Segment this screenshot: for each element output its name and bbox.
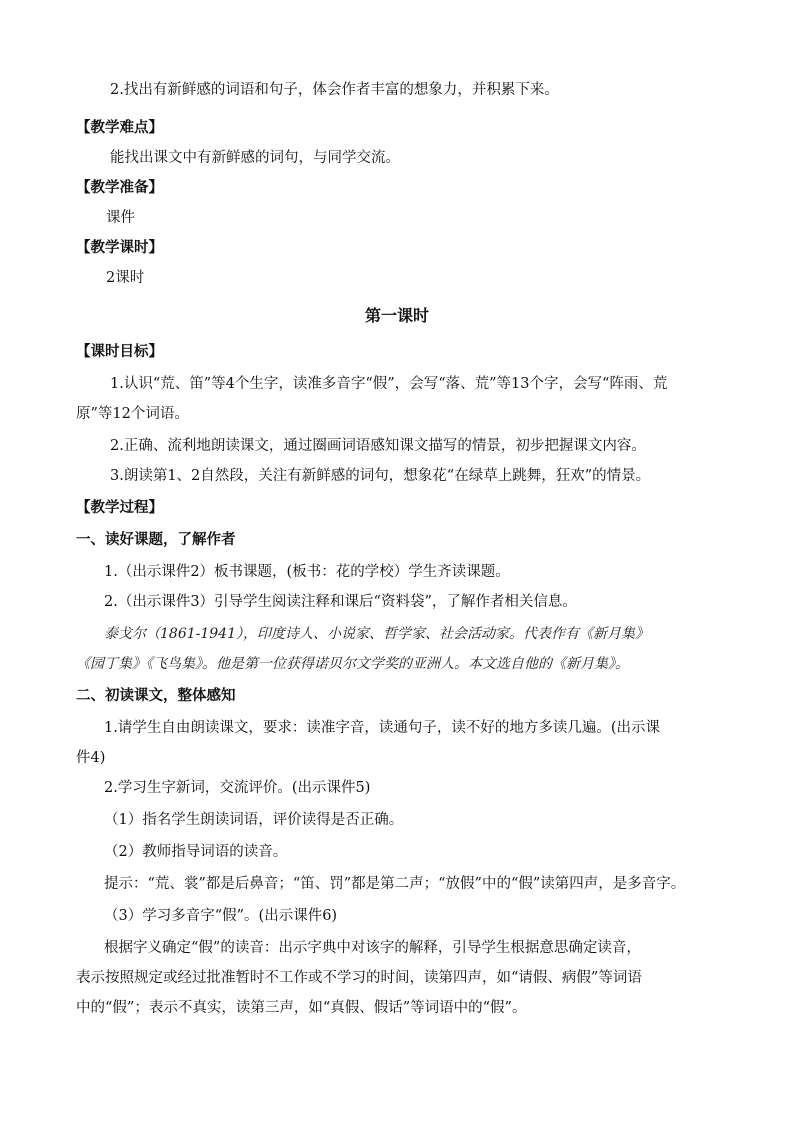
goal-3: 3.朗读第1、2自然段，关注有新鲜感的词句，想象花“在绿草上跳舞，狂欢”的情景。 xyxy=(110,468,651,484)
objective-2: 2.找出有新鲜感的词语和句子，体会作者丰富的想象力，并积累下来。 xyxy=(110,82,559,98)
heading-teaching-preparation: 【教学准备】 xyxy=(76,180,163,196)
step-2-sub-2: （2）教师指导词语的读音。 xyxy=(104,844,288,860)
step-1-heading: 一、读好课题，了解作者 xyxy=(76,532,236,548)
heading-teaching-hours: 【教学课时】 xyxy=(76,240,163,256)
section-title: 第一课时 xyxy=(364,306,429,325)
goal-1-line-1: 1.认识“荒、笛”等4个生字，读准多音字“假”，会写“落、荒”等13个字，会写“阵雨、荒 xyxy=(110,376,668,392)
polyphone-explanation-line-2: 表示按照规定或经过批准暂时不工作或不学习的时间，读第四声，如“请假、病假”等词语 xyxy=(76,970,642,986)
step-2-sub-1: （1）指名学生朗读词语，评价读得是否正确。 xyxy=(104,812,404,828)
goal-1-line-2: 原”等12个词语。 xyxy=(76,406,189,422)
step-2-heading: 二、初读课文，整体感知 xyxy=(76,688,236,704)
step-2-item-1-line-2: 件4) xyxy=(76,750,106,766)
hours-text: 2课时 xyxy=(106,270,145,286)
preparation-text: 课件 xyxy=(106,210,135,226)
goal-2: 2.正确、流利地朗读课文，通过圈画词语感知课文描写的情景，初步把握课文内容。 xyxy=(110,438,646,454)
heading-teaching-difficulty: 【教学难点】 xyxy=(76,120,163,136)
heading-lesson-goals: 【课时目标】 xyxy=(76,344,163,360)
step-2-sub-3: （3）学习多音字“假”。(出示课件6) xyxy=(104,908,338,924)
step-1-item-1: 1.（出示课件2）板书课题，(板书：花的学校）学生齐读课题。 xyxy=(104,564,510,580)
step-1-item-2: 2.（出示课件3）引导学生阅读注释和课后“资料袋”，了解作者相关信息。 xyxy=(104,594,577,610)
author-note-line-2: 《园丁集》《飞鸟集》。他是第一位获得诺贝尔文学奖的亚洲人。本文选自他的《新月集》。 xyxy=(76,656,629,672)
pronunciation-tip: 提示：“荒、裳”都是后鼻音；“笛、罚”都是第二声；“放假”中的“假”读第四声，是多音字。 xyxy=(104,876,686,892)
author-note-line-1: 泰戈尔（1861-1941），印度诗人、小说家、哲学家、社会活动家。代表作有《新月集》 xyxy=(104,626,649,642)
polyphone-explanation-line-3: 中的“假”；表示不真实，读第三声，如“真假、假话”等词语中的“假”。 xyxy=(76,1000,527,1016)
step-2-item-1-line-1: 1.请学生自由朗读课文，要求：读准字音，读通句子，读不好的地方多读几遍。(出示课 xyxy=(104,720,660,736)
difficulty-text: 能找出课文中有新鲜感的词句，与同学交流。 xyxy=(110,150,400,166)
step-2-item-2: 2.学习生字新词，交流评价。(出示课件5) xyxy=(104,780,371,796)
polyphone-explanation-line-1: 根据字义确定“假”的读音：出示字典中对该字的解释，引导学生根据意思确定读音， xyxy=(104,940,641,956)
heading-teaching-process: 【教学过程】 xyxy=(76,500,163,516)
